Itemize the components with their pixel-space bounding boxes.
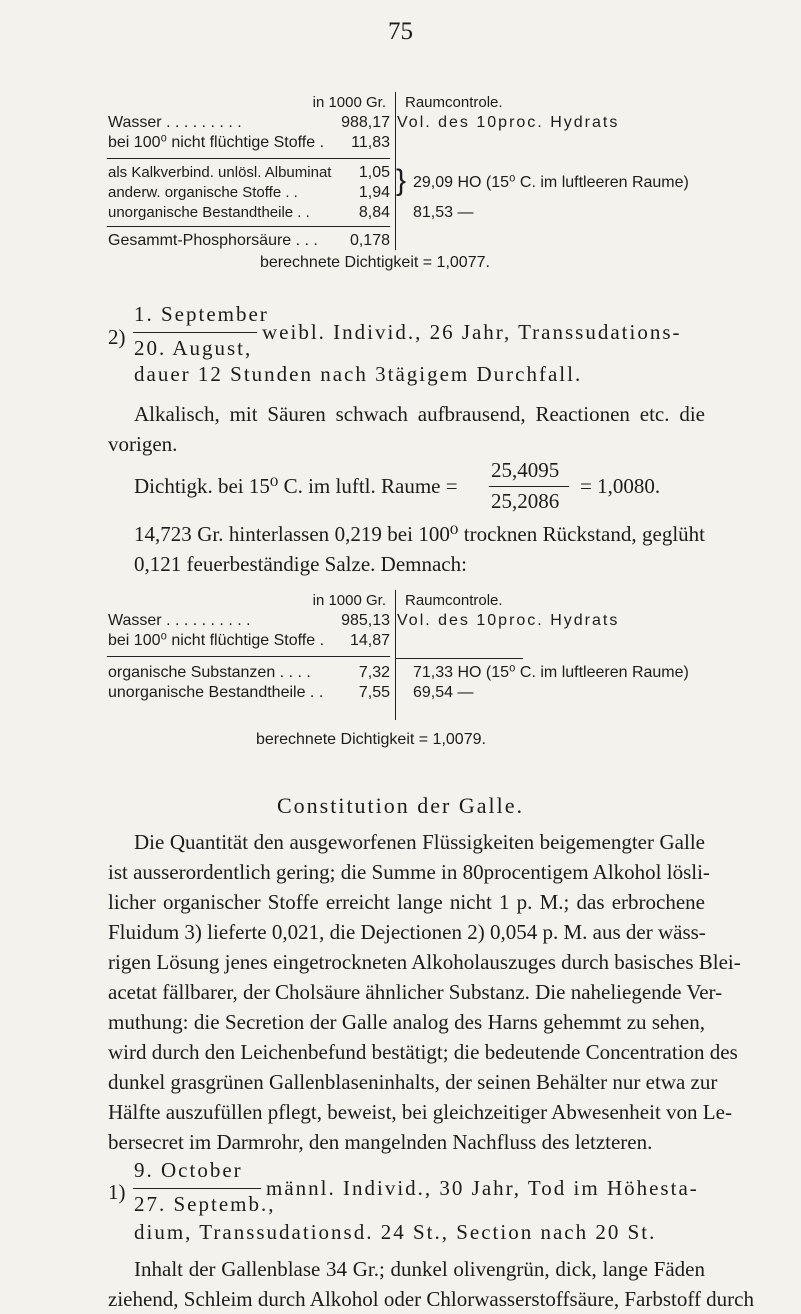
text-line: wird durch den Leichenbefund bestätigt; die bedeutende Concentration des: [108, 1040, 738, 1064]
text-line: ist ausserordentlich gering; die Summe in 80procentigem Alkohol lösli-: [108, 860, 710, 884]
table1-row-value: 988,17: [341, 114, 390, 131]
text-line: Inhalt der Gallenblase 34 Gr.; dunkel olivengrün, dick, lange Fäden: [134, 1257, 705, 1281]
section-title: Constitution der Galle.: [276, 793, 525, 818]
body-paragraph: [108, 827, 741, 1157]
table2-vertical-rule: [395, 590, 396, 720]
text-line: bersecret im Darmrohr, den mangelnden Nachfluss des letzteren.: [108, 1130, 653, 1154]
table1-row-label: als Kalkverbind. unlösl. Albuminat: [108, 164, 332, 181]
date-numerator: 1. September: [134, 302, 269, 326]
fraction-bar: [133, 1188, 261, 1189]
text-line: rigen Lösung jenes eingetrockneten Alkoholauszuges durch basisches Blei-: [108, 950, 741, 974]
case-description-cont: dium, Transsudationsd. 24 St., Section nach 20 St.: [134, 1220, 657, 1244]
text-line: Die Quantität den ausgeworfenen Flüssigkeiten beigemengter Galle: [134, 830, 705, 854]
table1-total-value: 0,178: [349, 232, 390, 249]
text-line: dunkel grasgrünen Gallenblaseninhalts, der seinen Behälter nur etwa zur: [108, 1070, 718, 1094]
date-numerator: 9. October: [134, 1158, 243, 1182]
table2-right-subheader: Vol. des 10proc. Hydrats: [397, 612, 620, 629]
table1-row-value: 8,84: [358, 204, 390, 221]
table2-row-label: bei 100⁰ nicht flüchtige Stoffe .: [108, 632, 325, 649]
text-line: Alkalisch, mit Säuren schwach aufbrausend, Reactionen etc. die: [134, 402, 705, 426]
table1-column-header: in 1000 Gr.: [312, 94, 386, 111]
case-description-cont: dauer 12 Stunden nach 3tägigem Durchfall.: [134, 362, 583, 386]
table1-density: berechnete Dichtigkeit = 1,0077.: [260, 254, 490, 271]
table2-row-label: unorganische Bestandtheile . .: [108, 684, 324, 701]
text-line: Hälfte auszufüllen pflegt, beweist, bei gleichzeitiger Abwesenheit von Le-: [108, 1100, 732, 1124]
case-number: 2): [108, 325, 126, 349]
table1-total-label: Gesammt-Phosphorsäure . . .: [108, 232, 318, 249]
formula-numerator: 25,4095: [491, 458, 560, 482]
table2-right-value: 71,33 HO (15⁰ C. im luftleeren Raume): [413, 664, 689, 681]
table2-divider: [395, 658, 523, 659]
case-description: männl. Individ., 30 Jahr, Tod im Höhesta-: [266, 1176, 699, 1200]
table1-right-value: 29,09 HO (15⁰ C. im luftleeren Raume): [413, 174, 689, 191]
date-denominator: 20. August,: [134, 336, 253, 360]
table1-right-value: 81,53 —: [413, 204, 474, 221]
table1-row-value: 1,94: [358, 184, 390, 201]
table2-row-label: Wasser . . . . . . . . . .: [108, 612, 251, 629]
text-line: licher organischer Stoffe erreicht lange nicht 1 p. M.; das erbrochene: [108, 890, 705, 914]
text-line: ziehend, Schleim durch Alkohol oder Chlorwasserstoffsäure, Farbstoff durch: [108, 1287, 754, 1311]
table2-density: berechnete Dichtigkeit = 1,0079.: [256, 731, 486, 748]
table2-row-value: 14,87: [349, 632, 390, 649]
table1-right-subheader: Vol. des 10proc. Hydrats: [397, 114, 620, 131]
table1-row-value: 1,05: [358, 164, 390, 181]
brace-glyph: }: [396, 164, 407, 197]
table2-right-header: Raumcontrole.: [405, 592, 503, 609]
table2-row-value: 985,13: [341, 612, 390, 629]
page-number: 75: [388, 18, 413, 45]
text-line: vorigen.: [108, 432, 178, 456]
case-number: 1): [108, 1180, 126, 1204]
table1-row-label: anderw. organische Stoffe . .: [108, 184, 298, 201]
table2-row-label: organische Substanzen . . . .: [108, 664, 311, 681]
text-line: 14,723 Gr. hinterlassen 0,219 bei 100⁰ trocknen Rückstand, geglüht: [134, 522, 705, 546]
table1-row-label: Wasser . . . . . . . . .: [108, 114, 242, 131]
case-1-paragraph: [108, 1254, 754, 1314]
date-denominator: 27. Septemb.,: [134, 1192, 276, 1216]
text-line: muthung: die Secretion der Galle analog des Harns gehemmt zu sehen,: [108, 1010, 705, 1034]
table2-right-value: 69,54 —: [413, 684, 474, 701]
table2-column-header: in 1000 Gr.: [312, 592, 386, 609]
formula-label: Dichtigk. bei 15⁰ C. im luftl. Raume =: [134, 474, 458, 498]
table1-row-value: 11,83: [351, 134, 390, 151]
table1-right-header: Raumcontrole.: [405, 94, 503, 111]
case-description: weibl. Individ., 26 Jahr, Transsudations-: [262, 320, 682, 344]
table1-row-label: unorganische Bestandtheile . .: [108, 204, 310, 221]
text-line: Fluidum 3) lieferte 0,021, die Dejectionen 2) 0,054 p. M. aus der wäss-: [108, 920, 706, 944]
text-line: 0,121 feuerbeständige Salze. Demnach:: [134, 552, 467, 576]
table1-row-label: bei 100⁰ nicht flüchtige Stoffe .: [108, 134, 325, 151]
table2-row-value: 7,32: [358, 664, 390, 681]
formula-result: = 1,0080.: [580, 474, 661, 498]
table2-divider: [107, 656, 390, 657]
text-line: acetat fällbarer, der Cholsäure ähnlicher Substanz. Die naheliegende Ver-: [108, 980, 723, 1004]
formula-denominator: 25,2086: [491, 489, 560, 513]
table2-row-value: 7,55: [358, 684, 390, 701]
